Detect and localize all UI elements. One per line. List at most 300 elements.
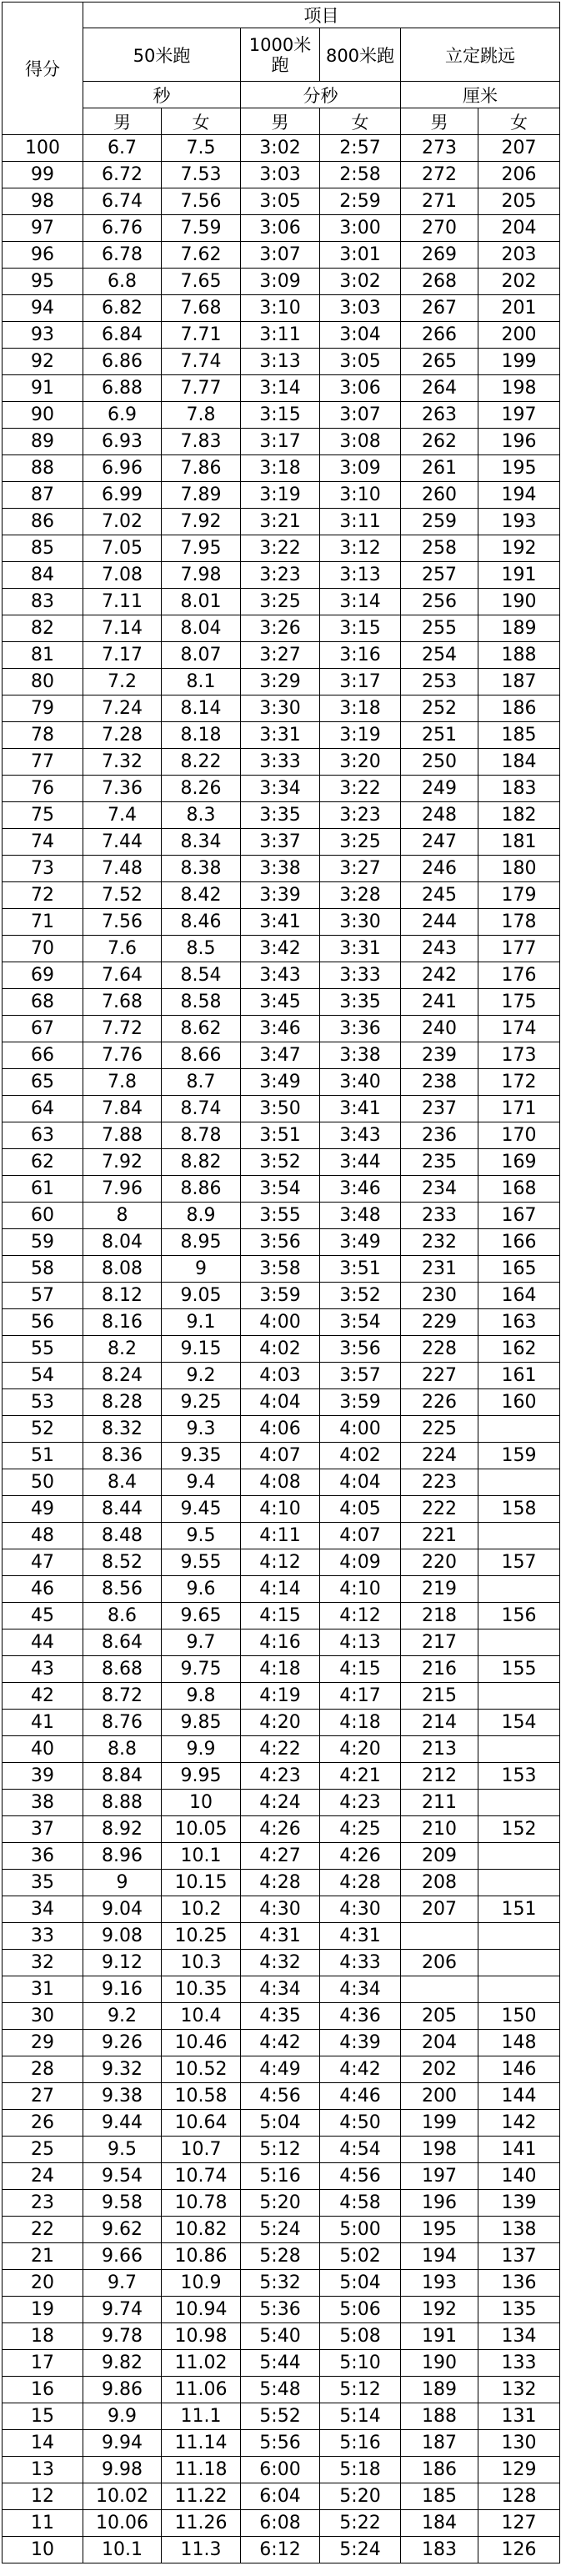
cell-run1000_male: 3:52 xyxy=(241,1149,320,1176)
cell-jump_female: 197 xyxy=(478,402,560,429)
cell-run50_male: 8.48 xyxy=(83,1523,162,1549)
cell-jump_female: 172 xyxy=(478,1069,560,1096)
cell-run50_female: 8.42 xyxy=(162,882,241,909)
cell-jump_male: 191 xyxy=(401,2323,478,2350)
cell-run800_female: 3:28 xyxy=(320,882,401,909)
cell-jump_male: 269 xyxy=(401,242,478,269)
cell-jump_female: 156 xyxy=(478,1603,560,1629)
cell-run50_female: 8.46 xyxy=(162,909,241,936)
cell-jump_male: 239 xyxy=(401,1042,478,1069)
table-row xyxy=(3,936,560,962)
score-table xyxy=(2,2,560,2563)
cell-run1000_male: 3:47 xyxy=(241,1042,320,1069)
table-row xyxy=(3,1363,560,1389)
cell-run50_female: 11.06 xyxy=(162,2377,241,2403)
cell-run50_male: 7.72 xyxy=(83,1016,162,1042)
cell-score: 37 xyxy=(3,1816,83,1843)
cell-jump_female: 141 xyxy=(478,2137,560,2163)
cell-jump_female: 205 xyxy=(478,188,560,215)
cell-run1000_male: 3:58 xyxy=(241,1256,320,1283)
cell-score: 10 xyxy=(3,2537,83,2563)
cell-run800_female: 3:54 xyxy=(320,1309,401,1336)
cell-jump_male: 227 xyxy=(401,1363,478,1389)
cell-run1000_male: 3:26 xyxy=(241,615,320,642)
cell-score: 55 xyxy=(3,1336,83,1363)
cell-run50_female: 11.26 xyxy=(162,2510,241,2537)
cell-run50_female: 10.4 xyxy=(162,2003,241,2030)
cell-score: 96 xyxy=(3,242,83,269)
cell-run1000_male: 4:35 xyxy=(241,2003,320,2030)
cell-run800_female: 4:31 xyxy=(320,1923,401,1950)
table-row xyxy=(3,2137,560,2163)
table-row xyxy=(3,1042,560,1069)
cell-jump_female: 155 xyxy=(478,1656,560,1683)
cell-jump_female: 135 xyxy=(478,2297,560,2323)
cell-jump_male: 216 xyxy=(401,1656,478,1683)
cell-run50_male: 8.8 xyxy=(83,1736,162,1763)
cell-run800_female: 4:33 xyxy=(320,1950,401,1976)
cell-run1000_male: 4:00 xyxy=(241,1309,320,1336)
cell-run50_female: 7.53 xyxy=(162,162,241,188)
table-row xyxy=(3,1256,560,1283)
cell-run50_male: 6.9 xyxy=(83,402,162,429)
cell-run1000_male: 3:22 xyxy=(241,535,320,562)
cell-run50_female: 7.77 xyxy=(162,375,241,402)
cell-run50_female: 10.25 xyxy=(162,1923,241,1950)
cell-run1000_male: 3:42 xyxy=(241,936,320,962)
cell-jump_male: 200 xyxy=(401,2083,478,2110)
cell-score: 100 xyxy=(3,135,83,162)
cell-run50_female: 10.7 xyxy=(162,2137,241,2163)
cell-jump_male: 187 xyxy=(401,2430,478,2457)
cell-jump_male: 193 xyxy=(401,2270,478,2297)
table-row xyxy=(3,589,560,615)
cell-jump_male: 214 xyxy=(401,1710,478,1736)
cell-run50_female: 10.2 xyxy=(162,1896,241,1923)
cell-run50_female: 9.95 xyxy=(162,1763,241,1790)
cell-jump_male: 229 xyxy=(401,1309,478,1336)
table-row xyxy=(3,1576,560,1603)
cell-jump_female: 183 xyxy=(478,776,560,802)
cell-run800_female: 3:46 xyxy=(320,1176,401,1203)
cell-run1000_male: 3:18 xyxy=(241,455,320,482)
cell-run50_female: 10.15 xyxy=(162,1870,241,1896)
cell-run1000_male: 3:09 xyxy=(241,269,320,295)
cell-jump_male: 190 xyxy=(401,2350,478,2377)
cell-run800_female: 3:49 xyxy=(320,1229,401,1256)
table-row xyxy=(3,1149,560,1176)
table-row xyxy=(3,2483,560,2510)
cell-jump_male: 213 xyxy=(401,1736,478,1763)
cell-jump_male: 217 xyxy=(401,1629,478,1656)
cell-run800_female: 4:26 xyxy=(320,1843,401,1870)
cell-jump_male: 235 xyxy=(401,1149,478,1176)
cell-jump_female: 127 xyxy=(478,2510,560,2537)
table-row xyxy=(3,776,560,802)
cell-jump_female: 129 xyxy=(478,2457,560,2483)
cell-run50_male: 8.72 xyxy=(83,1683,162,1710)
table-row xyxy=(3,1389,560,1416)
cell-score: 58 xyxy=(3,1256,83,1283)
cell-score: 86 xyxy=(3,509,83,535)
table-row xyxy=(3,1683,560,1710)
cell-score: 80 xyxy=(3,669,83,695)
cell-run800_female: 3:15 xyxy=(320,615,401,642)
cell-run50_female: 9.05 xyxy=(162,1283,241,1309)
cell-score: 13 xyxy=(3,2457,83,2483)
cell-score: 70 xyxy=(3,936,83,962)
score-header: 得分 xyxy=(3,3,83,135)
cell-jump_female: 152 xyxy=(478,1816,560,1843)
cell-jump_male: 209 xyxy=(401,1843,478,1870)
cell-run1000_male: 3:13 xyxy=(241,349,320,375)
cell-run50_female: 8.34 xyxy=(162,829,241,856)
cell-run50_male: 6.96 xyxy=(83,455,162,482)
table-row xyxy=(3,1656,560,1683)
cell-run800_female: 2:58 xyxy=(320,162,401,188)
cell-run1000_male: 5:56 xyxy=(241,2430,320,2457)
cell-jump_female: 126 xyxy=(478,2537,560,2563)
cell-jump_male: 243 xyxy=(401,936,478,962)
cell-jump_female: 192 xyxy=(478,535,560,562)
cell-score: 24 xyxy=(3,2163,83,2190)
cell-score: 33 xyxy=(3,1923,83,1950)
cell-run50_female: 7.62 xyxy=(162,242,241,269)
cell-score: 40 xyxy=(3,1736,83,1763)
cell-run50_male: 9.26 xyxy=(83,2030,162,2056)
cell-jump_female: 176 xyxy=(478,962,560,989)
cell-run50_male: 9.86 xyxy=(83,2377,162,2403)
cell-jump_female: 179 xyxy=(478,882,560,909)
cell-jump_male: 231 xyxy=(401,1256,478,1283)
cell-run800_female: 4:46 xyxy=(320,2083,401,2110)
cell-run800_female: 4:36 xyxy=(320,2003,401,2030)
cell-run50_male: 7.76 xyxy=(83,1042,162,1069)
cell-score: 15 xyxy=(3,2403,83,2430)
cell-score: 93 xyxy=(3,322,83,349)
cell-run50_female: 8.38 xyxy=(162,856,241,882)
cell-jump_female: 196 xyxy=(478,429,560,455)
cell-run50_female: 10.05 xyxy=(162,1816,241,1843)
cell-score: 99 xyxy=(3,162,83,188)
cell-run50_male: 6.99 xyxy=(83,482,162,509)
cell-run50_male: 9.04 xyxy=(83,1896,162,1923)
cell-jump_female xyxy=(478,1683,560,1710)
cell-jump_male: 253 xyxy=(401,669,478,695)
cell-run1000_male: 4:02 xyxy=(241,1336,320,1363)
cell-jump_male: 183 xyxy=(401,2537,478,2563)
cell-run1000_male: 3:17 xyxy=(241,429,320,455)
table-row xyxy=(3,1229,560,1256)
cell-run800_female: 5:22 xyxy=(320,2510,401,2537)
cell-run1000_male: 4:30 xyxy=(241,1896,320,1923)
cell-jump_female xyxy=(478,1976,560,2003)
cell-run50_female: 8.62 xyxy=(162,1016,241,1042)
cell-score: 89 xyxy=(3,429,83,455)
cell-run1000_male: 6:12 xyxy=(241,2537,320,2563)
cell-run50_male: 7.64 xyxy=(83,962,162,989)
cell-run1000_male: 4:31 xyxy=(241,1923,320,1950)
cell-run800_female: 4:39 xyxy=(320,2030,401,2056)
cell-run50_male: 8 xyxy=(83,1203,162,1229)
cell-run1000_male: 3:10 xyxy=(241,295,320,322)
cell-run1000_male: 3:05 xyxy=(241,188,320,215)
cell-run800_female: 3:01 xyxy=(320,242,401,269)
cell-run1000_male: 5:32 xyxy=(241,2270,320,2297)
cell-run800_female: 3:00 xyxy=(320,215,401,242)
cell-jump_male: 258 xyxy=(401,535,478,562)
cell-jump_male: 219 xyxy=(401,1576,478,1603)
cell-jump_male: 265 xyxy=(401,349,478,375)
cell-score: 83 xyxy=(3,589,83,615)
cell-run1000_male: 4:24 xyxy=(241,1790,320,1816)
cell-run50_male: 7.8 xyxy=(83,1069,162,1096)
cell-run800_female: 3:56 xyxy=(320,1336,401,1363)
cell-run50_female: 9 xyxy=(162,1256,241,1283)
cell-jump_female xyxy=(478,1576,560,1603)
cell-score: 52 xyxy=(3,1416,83,1443)
cell-run50_male: 9.2 xyxy=(83,2003,162,2030)
cell-run50_male: 9.32 xyxy=(83,2056,162,2083)
cell-run1000_male: 4:12 xyxy=(241,1549,320,1576)
table-row xyxy=(3,2510,560,2537)
cell-run50_female: 11.3 xyxy=(162,2537,241,2563)
table-row xyxy=(3,2243,560,2270)
cell-run50_male: 8.24 xyxy=(83,1363,162,1389)
cell-run1000_male: 3:59 xyxy=(241,1283,320,1309)
cell-run50_male: 8.56 xyxy=(83,1576,162,1603)
cell-run50_male: 6.78 xyxy=(83,242,162,269)
cell-run1000_male: 4:32 xyxy=(241,1950,320,1976)
cell-run50_male: 7.48 xyxy=(83,856,162,882)
cell-run800_female: 5:12 xyxy=(320,2377,401,2403)
cell-run50_male: 9.08 xyxy=(83,1923,162,1950)
table-row xyxy=(3,455,560,482)
cell-run1000_male: 4:22 xyxy=(241,1736,320,1763)
cell-jump_female: 151 xyxy=(478,1896,560,1923)
cell-jump_female: 187 xyxy=(478,669,560,695)
cell-run800_female: 3:52 xyxy=(320,1283,401,1309)
cell-run1000_male: 3:30 xyxy=(241,695,320,722)
table-row xyxy=(3,722,560,749)
cell-jump_female: 153 xyxy=(478,1763,560,1790)
cell-run1000_male: 4:03 xyxy=(241,1363,320,1389)
cell-run50_female: 11.22 xyxy=(162,2483,241,2510)
cell-run50_male: 7.17 xyxy=(83,642,162,669)
unit-min-sec: 分秒 xyxy=(241,82,401,108)
cell-score: 49 xyxy=(3,1496,83,1523)
cell-run50_male: 10.06 xyxy=(83,2510,162,2537)
cell-run50_female: 9.9 xyxy=(162,1736,241,1763)
cell-score: 56 xyxy=(3,1309,83,1336)
cell-jump_female: 158 xyxy=(478,1496,560,1523)
cell-jump_female: 169 xyxy=(478,1149,560,1176)
cell-run1000_male: 3:14 xyxy=(241,375,320,402)
cell-run50_male: 6.84 xyxy=(83,322,162,349)
cell-run50_female: 7.98 xyxy=(162,562,241,589)
cell-jump_female xyxy=(478,1416,560,1443)
cell-run800_female: 3:18 xyxy=(320,695,401,722)
table-row xyxy=(3,509,560,535)
cell-run50_male: 7.92 xyxy=(83,1149,162,1176)
cell-score: 30 xyxy=(3,2003,83,2030)
cell-run50_male: 8.16 xyxy=(83,1309,162,1336)
cell-run50_female: 7.83 xyxy=(162,429,241,455)
cell-run800_female: 3:07 xyxy=(320,402,401,429)
cell-run50_female: 8.01 xyxy=(162,589,241,615)
cell-run50_female: 8.22 xyxy=(162,749,241,776)
cell-run50_female: 8.04 xyxy=(162,615,241,642)
table-row xyxy=(3,1736,560,1763)
cell-run50_female: 7.68 xyxy=(162,295,241,322)
cell-score: 68 xyxy=(3,989,83,1016)
cell-run50_male: 8.4 xyxy=(83,1469,162,1496)
cell-score: 61 xyxy=(3,1176,83,1203)
cell-jump_female: 168 xyxy=(478,1176,560,1203)
cell-score: 11 xyxy=(3,2510,83,2537)
cell-run800_female: 3:05 xyxy=(320,349,401,375)
cell-run50_female: 9.8 xyxy=(162,1683,241,1710)
cell-jump_male: 250 xyxy=(401,749,478,776)
table-row xyxy=(3,1523,560,1549)
cell-jump_male: 266 xyxy=(401,322,478,349)
table-row xyxy=(3,1950,560,1976)
table-row xyxy=(3,429,560,455)
cell-run800_female: 3:23 xyxy=(320,802,401,829)
cell-run50_female: 10.1 xyxy=(162,1843,241,1870)
cell-score: 71 xyxy=(3,909,83,936)
cell-run1000_male: 4:27 xyxy=(241,1843,320,1870)
cell-run50_male: 7.11 xyxy=(83,589,162,615)
cell-jump_male: 251 xyxy=(401,722,478,749)
cell-score: 67 xyxy=(3,1016,83,1042)
cell-run1000_male: 6:08 xyxy=(241,2510,320,2537)
cell-run800_female: 4:30 xyxy=(320,1896,401,1923)
cell-run800_female: 3:27 xyxy=(320,856,401,882)
cell-run800_female: 5:24 xyxy=(320,2537,401,2563)
cell-jump_male: 215 xyxy=(401,1683,478,1710)
cell-jump_female: 165 xyxy=(478,1256,560,1283)
table-row xyxy=(3,2003,560,2030)
cell-run50_male: 6.8 xyxy=(83,269,162,295)
table-row xyxy=(3,2403,560,2430)
cell-run800_female: 3:35 xyxy=(320,989,401,1016)
cell-run50_female: 7.92 xyxy=(162,509,241,535)
cell-jump_male: 255 xyxy=(401,615,478,642)
cell-run1000_male: 3:33 xyxy=(241,749,320,776)
cell-jump_female xyxy=(478,1469,560,1496)
cell-run800_female: 3:08 xyxy=(320,429,401,455)
cell-run800_female: 3:10 xyxy=(320,482,401,509)
cell-jump_male: 268 xyxy=(401,269,478,295)
cell-run800_female: 5:18 xyxy=(320,2457,401,2483)
cell-run50_male: 9.78 xyxy=(83,2323,162,2350)
cell-run50_female: 10.3 xyxy=(162,1950,241,1976)
cell-run800_female: 4:02 xyxy=(320,1443,401,1469)
cell-run800_female: 3:13 xyxy=(320,562,401,589)
cell-jump_male: 263 xyxy=(401,402,478,429)
cell-run800_female: 4:12 xyxy=(320,1603,401,1629)
run800-female-header: 女 xyxy=(320,108,401,135)
cell-jump_female: 201 xyxy=(478,295,560,322)
cell-score: 17 xyxy=(3,2350,83,2377)
cell-run1000_male: 6:04 xyxy=(241,2483,320,2510)
cell-run800_female: 3:40 xyxy=(320,1069,401,1096)
cell-run800_female: 5:06 xyxy=(320,2297,401,2323)
cell-jump_female: 162 xyxy=(478,1336,560,1363)
cell-score: 44 xyxy=(3,1629,83,1656)
cell-jump_male: 188 xyxy=(401,2403,478,2430)
cell-run1000_male: 4:18 xyxy=(241,1656,320,1683)
table-row xyxy=(3,1309,560,1336)
cell-run50_male: 7.08 xyxy=(83,562,162,589)
cell-run800_female: 3:02 xyxy=(320,269,401,295)
cell-run1000_male: 4:19 xyxy=(241,1683,320,1710)
table-row xyxy=(3,856,560,882)
cell-run1000_male: 3:55 xyxy=(241,1203,320,1229)
cell-run50_male: 7.28 xyxy=(83,722,162,749)
cell-jump_male: 225 xyxy=(401,1416,478,1443)
cell-run800_female: 4:21 xyxy=(320,1763,401,1790)
table-row xyxy=(3,1016,560,1042)
cell-run800_female: 2:57 xyxy=(320,135,401,162)
cell-score: 57 xyxy=(3,1283,83,1309)
cell-score: 51 xyxy=(3,1443,83,1469)
cell-run800_female: 3:17 xyxy=(320,669,401,695)
cell-run800_female: 4:07 xyxy=(320,1523,401,1549)
cell-jump_male: 256 xyxy=(401,589,478,615)
table-row xyxy=(3,482,560,509)
cell-run800_female: 4:23 xyxy=(320,1790,401,1816)
cell-run800_female: 5:20 xyxy=(320,2483,401,2510)
cell-jump_female: 136 xyxy=(478,2270,560,2297)
long-jump-header: 立定跳远 xyxy=(401,28,560,82)
table-row xyxy=(3,2430,560,2457)
table-row xyxy=(3,2030,560,2056)
cell-jump_male: 197 xyxy=(401,2163,478,2190)
items-header: 项目 xyxy=(83,3,560,28)
cell-run1000_male: 5:44 xyxy=(241,2350,320,2377)
table-row xyxy=(3,2217,560,2243)
cell-jump_male: 259 xyxy=(401,509,478,535)
cell-run1000_male: 4:08 xyxy=(241,1469,320,1496)
cell-jump_female: 164 xyxy=(478,1283,560,1309)
cell-run800_female: 4:05 xyxy=(320,1496,401,1523)
cell-run50_female: 8.07 xyxy=(162,642,241,669)
cell-run800_female: 4:13 xyxy=(320,1629,401,1656)
cell-jump_female xyxy=(478,1736,560,1763)
cell-run50_male: 9.16 xyxy=(83,1976,162,2003)
cell-score: 76 xyxy=(3,776,83,802)
cell-jump_female: 150 xyxy=(478,2003,560,2030)
cell-run800_female: 3:09 xyxy=(320,455,401,482)
unit-cm: 厘米 xyxy=(401,82,560,108)
cell-run800_female: 5:08 xyxy=(320,2323,401,2350)
cell-run1000_male: 3:21 xyxy=(241,509,320,535)
cell-jump_male: 194 xyxy=(401,2243,478,2270)
cell-jump_female: 142 xyxy=(478,2110,560,2137)
cell-run50_female: 8.66 xyxy=(162,1042,241,1069)
cell-score: 90 xyxy=(3,402,83,429)
cell-jump_female: 193 xyxy=(478,509,560,535)
cell-run50_male: 6.82 xyxy=(83,295,162,322)
cell-score: 27 xyxy=(3,2083,83,2110)
cell-run1000_male: 3:35 xyxy=(241,802,320,829)
cell-run1000_male: 4:56 xyxy=(241,2083,320,2110)
cell-run1000_male: 5:48 xyxy=(241,2377,320,2403)
cell-run800_female: 3:14 xyxy=(320,589,401,615)
cell-jump_male: 248 xyxy=(401,802,478,829)
